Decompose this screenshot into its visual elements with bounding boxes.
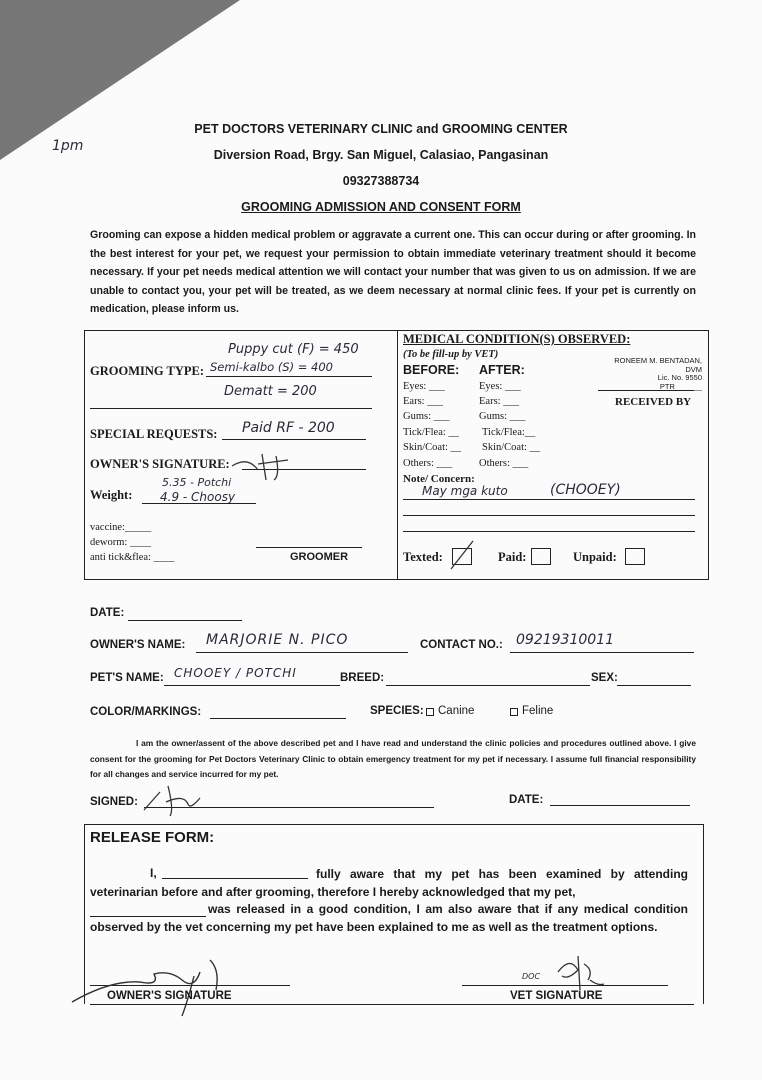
color-line bbox=[210, 718, 346, 719]
owner-signed-scribble bbox=[140, 780, 210, 820]
contact-line bbox=[510, 652, 694, 653]
grooming-type-value-1: Puppy cut (F) = 450 bbox=[228, 342, 359, 357]
before-gums: Gums: ___ bbox=[403, 411, 450, 422]
owner-name-label: OWNER'S NAME: bbox=[90, 639, 186, 651]
before-others: Others: ___ bbox=[403, 458, 453, 469]
vet-stamp bbox=[600, 357, 702, 391]
note-label: Note/ Concern: bbox=[403, 473, 475, 485]
after-others: Others: ___ bbox=[479, 458, 529, 469]
medical-subtitle: (To be fill-up by VET) bbox=[403, 349, 499, 360]
vet-signature-prefix: DOC bbox=[522, 972, 541, 981]
feline-label: Feline bbox=[522, 705, 554, 717]
before-skin: Skin/Coat: __ bbox=[403, 442, 462, 453]
sex-label: SEX: bbox=[591, 672, 618, 684]
owner-release-signature-scribble bbox=[70, 920, 240, 1020]
vaccine-label: vaccine:_____ bbox=[90, 522, 152, 533]
clinic-address: Diversion Road, Brgy. San Miguel, Calasiao, Pangasinan bbox=[213, 148, 549, 162]
sex-line bbox=[617, 685, 691, 686]
after-tick: Tick/Flea:__ bbox=[482, 427, 536, 438]
after-eyes: Eyes: ___ bbox=[479, 381, 521, 392]
form-title: GROOMING ADMISSION AND CONSENT FORM bbox=[241, 200, 521, 214]
vet-stamp-license: Lic. No. 9550 bbox=[657, 373, 702, 382]
texted-checkbox[interactable] bbox=[452, 548, 472, 565]
paid-checkbox[interactable] bbox=[531, 548, 551, 565]
special-requests-value: Paid RF - 200 bbox=[242, 420, 335, 436]
color-label: COLOR/MARKINGS: bbox=[90, 706, 202, 718]
signed-label: SIGNED: bbox=[90, 796, 138, 808]
owner-name-value: MARJORIE N. PICO bbox=[206, 632, 349, 648]
weight-value-2: 4.9 - Choosy bbox=[160, 490, 236, 504]
before-label: BEFORE: bbox=[403, 363, 460, 377]
release-text-2: was released in a good condition, I am also aware that if any medical condition observed by the vet concerning my pet have been explained to me as well as the treatment options. bbox=[90, 902, 688, 934]
owner-signature-label: OWNER'S SIGNATURE: bbox=[90, 457, 230, 471]
unpaid-label: Unpaid: bbox=[573, 550, 617, 564]
weight-label: Weight: bbox=[90, 488, 133, 502]
signed-date-label: DATE: bbox=[509, 794, 544, 806]
note-value-2: (CHOOEY) bbox=[550, 482, 621, 498]
contact-label: CONTACT NO.: bbox=[420, 639, 503, 651]
intro-paragraph: Grooming can expose a hidden medical problem or aggravate a current one. This can occur during or after grooming. In the best interest for your pet, we request your permission to obtain immediate veterinary treatment should it become necessary. If your pet needs medical attention we will contact your number that was given to us on admission. If we are unable to contact you, your pet will be treated, as we deem necessary at normal clinic fees. If your pet is currently on medication, please inform us. bbox=[90, 229, 696, 315]
clinic-name: PET DOCTORS VETERINARY CLINIC and GROOMING CENTER bbox=[194, 122, 568, 136]
after-ears: Ears: ___ bbox=[479, 396, 519, 407]
texted-label: Texted: bbox=[403, 550, 443, 564]
grooming-type-line bbox=[206, 376, 372, 377]
note-value: May mga kuto bbox=[422, 484, 508, 498]
before-eyes: Eyes: ___ bbox=[403, 381, 445, 392]
release-title: RELEASE FORM: bbox=[90, 829, 215, 846]
owner-name-line bbox=[196, 652, 408, 653]
vet-stamp-name: RONEEM M. BENTADAN, DVM bbox=[614, 356, 702, 374]
signed-date-line bbox=[550, 805, 690, 806]
grooming-type-value-2: Semi-kalbo (S) = 400 bbox=[210, 360, 333, 374]
before-tick: Tick/Flea: __ bbox=[403, 427, 459, 438]
folded-corner-shadow bbox=[0, 0, 240, 160]
release-bottom-line bbox=[90, 1004, 694, 1005]
vet-stamp-ptr: PTR ______ bbox=[659, 381, 702, 391]
groomer-line bbox=[256, 547, 362, 548]
canine-checkbox[interactable] bbox=[426, 708, 434, 716]
breed-line bbox=[386, 685, 590, 686]
note-line-1 bbox=[403, 499, 695, 500]
vet-signature-label: VET SIGNATURE bbox=[510, 990, 603, 1002]
pet-name-label: PET'S NAME: bbox=[90, 672, 164, 684]
owner-signature-scribble bbox=[228, 446, 298, 486]
after-skin: Skin/Coat: __ bbox=[482, 442, 541, 453]
release-text-1: fully aware that my pet has been examined by attending veterinarian before and after grooming, therefore I hereby acknowledged that my pet, bbox=[90, 867, 688, 899]
contact-value: 09219310011 bbox=[516, 632, 614, 648]
owner-signature-release-label: OWNER'S SIGNATURE bbox=[107, 990, 232, 1002]
clinic-phone: 09327388734 bbox=[342, 174, 420, 188]
antitick-label: anti tick&flea: ____ bbox=[90, 552, 175, 563]
received-by-line bbox=[598, 390, 694, 391]
received-by-label: RECEIVED BY bbox=[615, 396, 692, 408]
feline-checkbox[interactable] bbox=[510, 708, 518, 716]
breed-label: BREED: bbox=[340, 672, 385, 684]
date-line bbox=[128, 620, 242, 621]
grooming-type-value-3: Dematt = 200 bbox=[224, 384, 317, 399]
grooming-type-label: GROOMING TYPE: bbox=[90, 364, 205, 378]
paid-label: Paid: bbox=[498, 550, 527, 564]
grooming-type-line-2 bbox=[90, 408, 372, 409]
pet-name-line bbox=[164, 685, 340, 686]
release-i: I, bbox=[150, 866, 157, 880]
medical-title: MEDICAL CONDITION(S) OBSERVED: bbox=[403, 332, 631, 346]
special-requests-line bbox=[222, 439, 366, 440]
consent-paragraph: I am the owner/assent of the above described pet and I have read and understand the clinic policies and procedures outlined above. I give consent for the grooming for Pet Doctors Veterinary Clinic to obtain emergency treatment for my pet if necessary. I assume full financial responsibility for all changes and service incurred for my pet. bbox=[90, 738, 696, 779]
check-mark-icon bbox=[451, 547, 471, 564]
species-label: SPECIES: bbox=[370, 705, 424, 717]
unpaid-checkbox[interactable] bbox=[625, 548, 645, 565]
weight-line bbox=[142, 503, 256, 504]
before-ears: Ears: ___ bbox=[403, 396, 443, 407]
weight-value-1: 5.35 - Potchi bbox=[162, 476, 232, 489]
after-label: AFTER: bbox=[479, 363, 525, 377]
canine-label: Canine bbox=[438, 705, 475, 717]
note-line-3 bbox=[403, 531, 695, 532]
pet-name-value: CHOOEY / POTCHI bbox=[174, 666, 297, 680]
deworm-label: deworm: ____ bbox=[90, 537, 151, 548]
special-requests-label: SPECIAL REQUESTS: bbox=[90, 427, 218, 441]
handwritten-time: 1pm bbox=[52, 138, 84, 154]
note-line-2 bbox=[403, 515, 695, 516]
after-gums: Gums: ___ bbox=[479, 411, 526, 422]
date-label: DATE: bbox=[90, 607, 125, 619]
groomer-label: GROOMER bbox=[290, 551, 349, 563]
